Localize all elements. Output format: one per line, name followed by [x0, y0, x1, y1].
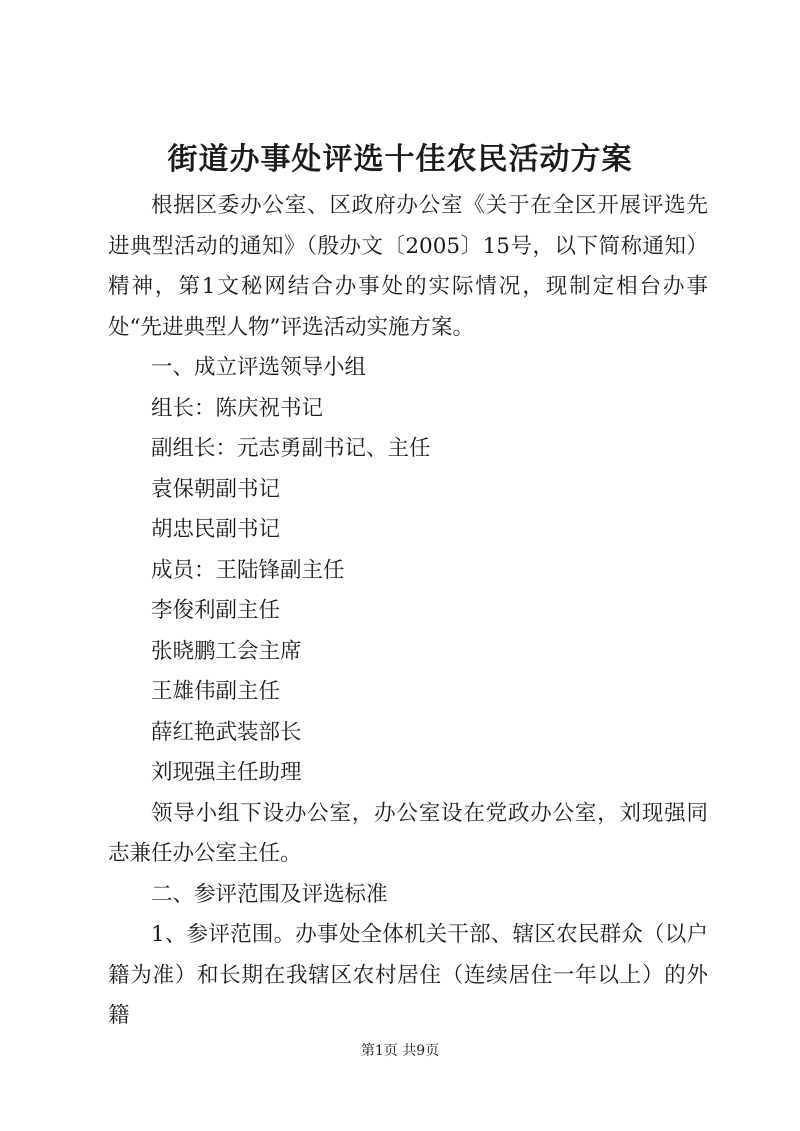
paragraph-member-6: 刘现强主任助理	[151, 760, 302, 785]
paragraph-deputy-leader: 副组长：元志勇副书记、主任	[151, 436, 431, 461]
document-body	[108, 186, 708, 1037]
section-heading-1: 一、成立评选领导小组	[151, 355, 367, 380]
paragraph-office: 领导小组下设办公室，办公室设在党政办公室，刘现强同志兼任办公室主任。	[108, 800, 708, 866]
paragraph-leader: 组长：陈庆祝书记	[151, 395, 324, 421]
paragraph-member-5: 薛红艳武装部长	[151, 719, 302, 745]
paragraph-deputy-3: 胡忠民副书记	[151, 517, 281, 542]
document-title: 街道办事处评选十佳农民活动方案	[167, 142, 633, 177]
paragraph-member-3: 张晓鹏工会主席	[151, 638, 302, 664]
paragraph-member-1: 成员：王陆锋副主任	[151, 557, 345, 583]
paragraph-member-2: 李俊利副主任	[151, 598, 281, 623]
paragraph-scope: 1、参评范围。办事处全体机关干部、辖区农民群众（以户籍为准）和长期在我辖区农村居住（连续居住一年以上）的外籍	[108, 922, 708, 1028]
paragraph-member-4: 王雄伟副主任	[151, 679, 281, 704]
page-number-footer: 第1页 共9页	[360, 1043, 440, 1059]
paragraph-intro: 根据区委办公室、区政府办公室《关于在全区开展评选先进典型活动的通知》（殷办文〔2005〕15号，以下简称通知）精神，第1文秘网结合办事处的实际情况，现制定相台办事处“先进典型人物”评选活动实施方案。	[108, 193, 708, 340]
paragraph-deputy-2: 袁保朝副书记	[151, 476, 281, 502]
section-heading-2: 二、参评范围及评选标准	[151, 881, 388, 907]
